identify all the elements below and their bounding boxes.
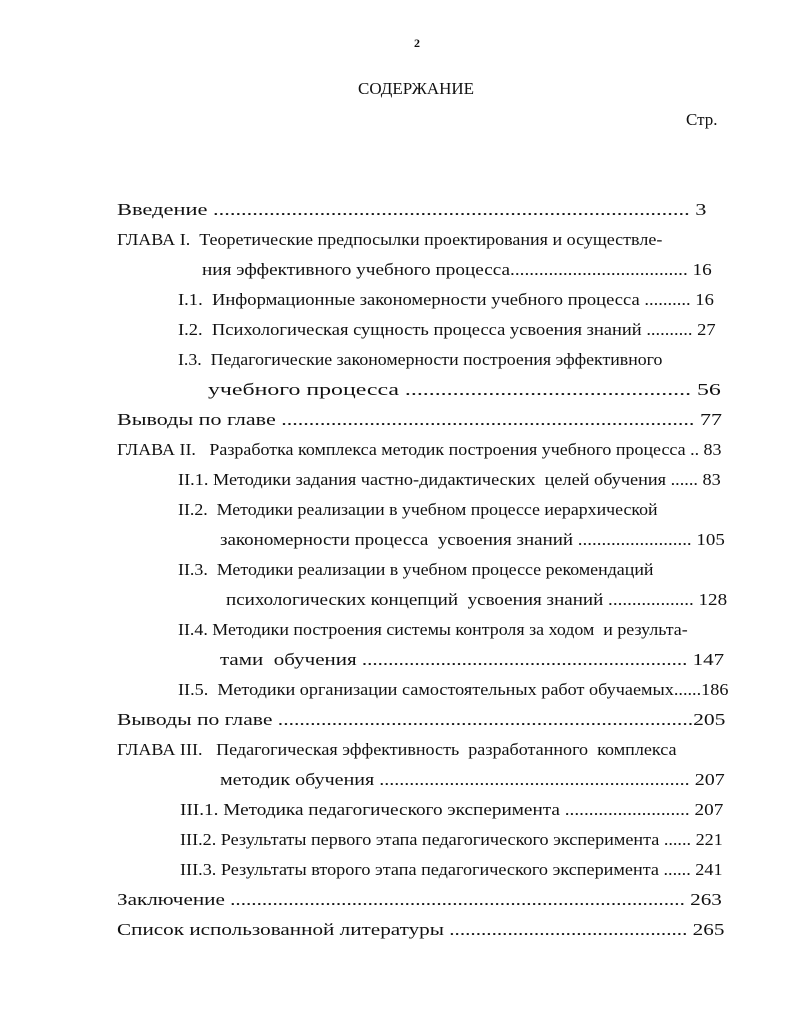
toc-entry: психологических концепций усвоения знаний .................. 128 <box>226 590 728 609</box>
toc-entry: Введение ..................................................................................... 3 <box>117 200 707 219</box>
toc-entry: ГЛАВА III. Педагогическая эффективность разработанного комплекса <box>117 740 677 759</box>
toc-entry: II.3. Методики реализации в учебном процессе рекомендаций <box>178 560 654 579</box>
page-number: 2 <box>414 36 420 50</box>
toc-entry: Список использованной литературы ............................................. 265 <box>117 920 725 939</box>
toc-entry: Выводы по главе ........................................................................... 77 <box>117 410 722 429</box>
toc-entry: II.5. Методики организации самостоятельных работ обучаемых......186 <box>178 680 729 699</box>
toc-entry: I.3. Педагогические закономерности построения эффективного <box>178 350 663 369</box>
toc-entry: II.2. Методики реализации в учебном процессе иерархической <box>178 500 658 519</box>
page-column-header: Стр. <box>686 110 718 129</box>
toc-entry: II.1. Методики задания частно-дидактических целей обучения ...... 83 <box>178 470 721 489</box>
toc-entry: методик обучения .............................................................. 207 <box>220 770 725 789</box>
toc-entry: тами обучения .............................................................. 147 <box>220 650 725 669</box>
toc-entry: II.4. Методики построения системы контроля за ходом и результа- <box>178 620 688 639</box>
toc-entry: I.2. Психологическая сущность процесса усвоения знаний .......... 27 <box>178 320 716 339</box>
page-title: СОДЕРЖАНИЕ <box>358 79 475 98</box>
toc-entry: Заключение ...................................................................................... 263 <box>117 890 722 909</box>
toc-entry: I.1. Информационные закономерности учебного процесса .......... 16 <box>178 290 714 309</box>
toc-entry: ГЛАВА I. Теоретические предпосылки проектирования и осуществле- <box>117 230 663 249</box>
toc-entry: III.1. Методика педагогического эксперимента .......................... 207 <box>180 800 724 819</box>
toc-entry: учебного процесса ................................................ 56 <box>208 380 721 399</box>
toc-entry: ния эффективного учебного процесса..................................... 16 <box>202 260 712 279</box>
toc-entry: III.3. Результаты второго этапа педагогического эксперимента ...... 241 <box>180 860 723 879</box>
toc-entry: ГЛАВА II. Разработка комплекса методик построения учебного процесса .. 83 <box>117 440 722 459</box>
toc-entry: Выводы по главе .............................................................................205 <box>117 710 726 729</box>
toc-entry: закономерности процесса усвоения знаний ........................ 105 <box>220 530 725 549</box>
toc-entry: III.2. Результаты первого этапа педагогического эксперимента ...... 221 <box>180 830 723 849</box>
